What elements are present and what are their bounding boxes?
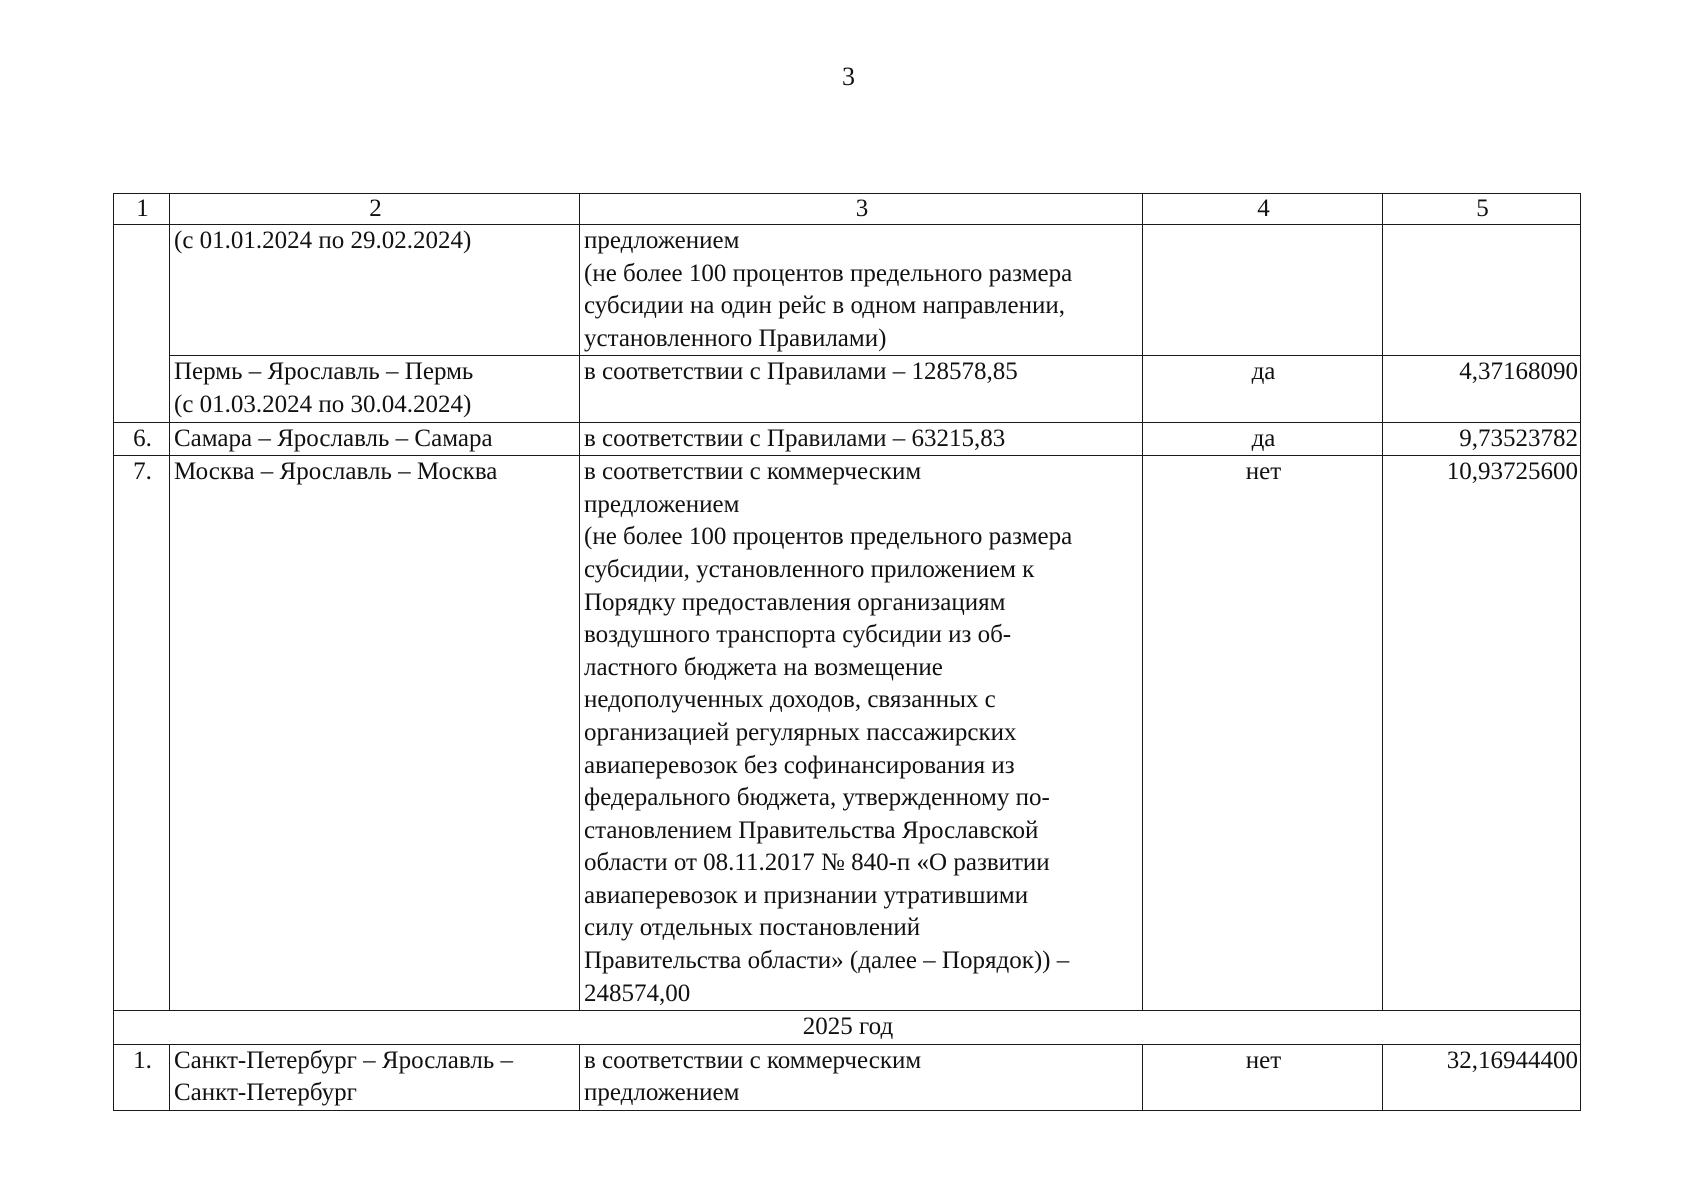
table-row [114, 456, 1581, 1011]
row-number-cell: 7. [114, 456, 170, 1011]
flag-cell: да [1143, 422, 1383, 456]
flag-cell: нет [1143, 1044, 1383, 1110]
value-cell: 32,16944400 [1383, 1044, 1581, 1110]
value-cell: 9,73523782 [1383, 422, 1581, 456]
value-cell: 4,37168090 [1383, 356, 1581, 422]
subsidy-cell: в соответствии с коммерческим предложением [580, 1044, 1143, 1110]
route-cell: Москва – Ярославль – Москва [170, 456, 580, 1011]
subsidy-cell: в соответствии с Правилами – 63215,83 [580, 422, 1143, 456]
route-cell: Самара – Ярославль – Самара [170, 422, 580, 456]
row-number-cell: 6. [114, 422, 170, 456]
subsidy-cell: в соответствии с коммерческим предложением (не более 100 процентов предельного размера субсидии, установленного приложением к Порядку предоставления организациям воздушного транспорта субсидии из об- ластного бюджета на возмещение недополученных доходов, связанных с организацией регулярных пассажирских авиаперевозок без софинансирования из федерального бюджета, утвержденному по- становлением Правительства Ярославской области от 08.11.2017 № 840-п «О развитии авиаперевозок и признании утратившими силу отдельных постановлений Правительства области» (далее – Порядок)) – 248574,00 [580, 456, 1143, 1011]
table-header-row [114, 194, 1581, 225]
table-row [114, 422, 1581, 456]
table-row [114, 1044, 1581, 1110]
flag-cell: нет [1143, 456, 1383, 1011]
header-col-3: 3 [580, 194, 1143, 225]
table-row [114, 225, 1581, 356]
page-number: 3 [842, 62, 855, 91]
subsidy-table [113, 193, 1581, 1111]
header-col-5: 5 [1383, 194, 1581, 225]
route-cell: (с 01.01.2024 по 29.02.2024) [170, 225, 580, 356]
year-row [114, 1011, 1581, 1045]
table-row [114, 356, 1581, 422]
flag-cell [1143, 225, 1383, 356]
year-label: 2025 год [114, 1011, 1581, 1045]
value-cell [1383, 225, 1581, 356]
row-number-cell [114, 225, 170, 423]
route-cell: Пермь – Ярославль – Пермь (с 01.03.2024 по 30.04.2024) [170, 356, 580, 422]
header-col-4: 4 [1143, 194, 1383, 225]
flag-cell: да [1143, 356, 1383, 422]
subsidy-cell: в соответствии с Правилами – 128578,85 [580, 356, 1143, 422]
header-col-2: 2 [170, 194, 580, 225]
route-cell: Санкт-Петербург – Ярославль – Санкт-Петербург [170, 1044, 580, 1110]
row-number-cell: 1. [114, 1044, 170, 1110]
header-col-1: 1 [114, 194, 170, 225]
subsidy-cell: предложением (не более 100 процентов предельного размера субсидии на один рейс в одном направлении, установленного Правилами) [580, 225, 1143, 356]
value-cell: 10,93725600 [1383, 456, 1581, 1011]
